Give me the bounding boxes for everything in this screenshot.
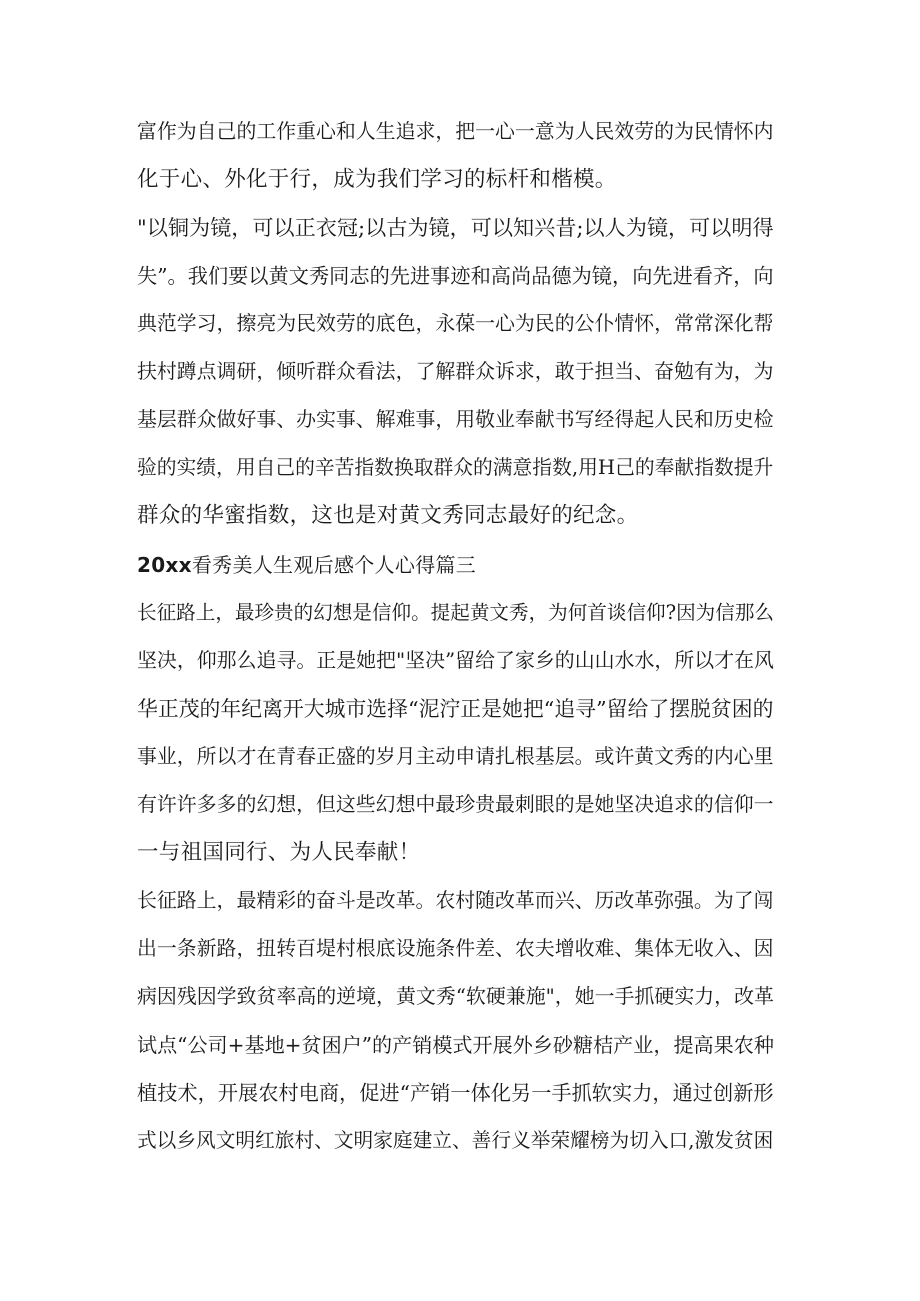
paragraph-line: 坚决，仰那么追寻。正是她把"坚决”留给了家乡的山山水水，所以才在风 [137, 649, 774, 672]
paragraph-line: 失”。我们要以黄文秀同志的先进事迹和高尚品德为镜，向先进看齐，向 [137, 264, 774, 288]
paragraph-line: "以铜为镜，可以正衣冠;以古为镜，可以知兴昔;以人为镜，可以明得 [137, 215, 774, 240]
paragraph-line: 病因残因学致贫率高的逆境，黄文秀“软硬兼施"，她一手抓硬实力，改革 [137, 985, 774, 1008]
paragraph-line: 出一条新路，扭转百堤村根底设施条件差、农夫增收难、集体无收入、因 [137, 937, 774, 960]
paragraph-line: 事业，所以才在青春正盛的岁月主动申请扎根基层。或许黄文秀的内心里 [137, 745, 774, 768]
section-heading [137, 551, 476, 579]
paragraph-line: 富作为自己的工作重心和人生追求，把一心一意为人民效劳的为民情怀内 [137, 120, 774, 143]
paragraph-line: 扶村蹲点调研，倾听群众看法，了解群众诉求，敢于担当、奋勉有为，为 [137, 360, 774, 383]
paragraph-line: 典范学习，擦亮为民效劳的底色，永葆一心为民的公仆情怀，常常深化帮 [137, 312, 774, 335]
paragraph-line: 植技术，开展农村电商，促进“产销一体化另一手抓软实力，通过创新形 [137, 1081, 774, 1105]
paragraph-line: 有许许多多的幻想，但这些幻想中最珍贵最刺眼的是她坚决追求的信仰一 [137, 793, 774, 816]
paragraph-line: 华正茂的年纪离开大城市选择“泥泞正是她把“追寻”留给了摆脱贫困的 [137, 697, 774, 721]
paragraph-line: 式以乡风文明红旅村、文明家庭建立、善行义举荣耀榜为切入口,激发贫困 [137, 1129, 774, 1152]
section-heading-title: 看秀美人生观后感个人心得篇三 [191, 553, 477, 577]
paragraph-line: 试点“公司+基地+贫困户”的产销模式开展外乡砂糖桔产业，提高果农种 [137, 1033, 774, 1057]
paragraph-line: 一与祖国同行、为人民奉献！ [137, 840, 421, 865]
paragraph-line: 长征路上，最珍贵的幻想是信仰。提起黄文秀，为何首谈信仰?因为信那么 [137, 601, 774, 624]
paragraph-line: 化于心、外化于行，成为我们学习的标杆和楷模。 [137, 167, 617, 192]
paragraph-line: 长征路上，最精彩的奋斗是改革。农村随改革而兴、历改革弥强。为了闯 [137, 889, 774, 912]
paragraph-line: 基层群众做好事、办实事、解难事，用敬业奉献书写经得起人民和历史检 [137, 408, 774, 431]
paragraph-line: 群众的华蜜指数，这也是对黄文秀同志最好的纪念。 [137, 503, 639, 528]
paragraph-line: 验的实绩，用自己的辛苦指数换取群众的满意指数,用H己的奉献指数提升 [137, 456, 774, 479]
section-heading-prefix: 20xx [137, 553, 192, 577]
